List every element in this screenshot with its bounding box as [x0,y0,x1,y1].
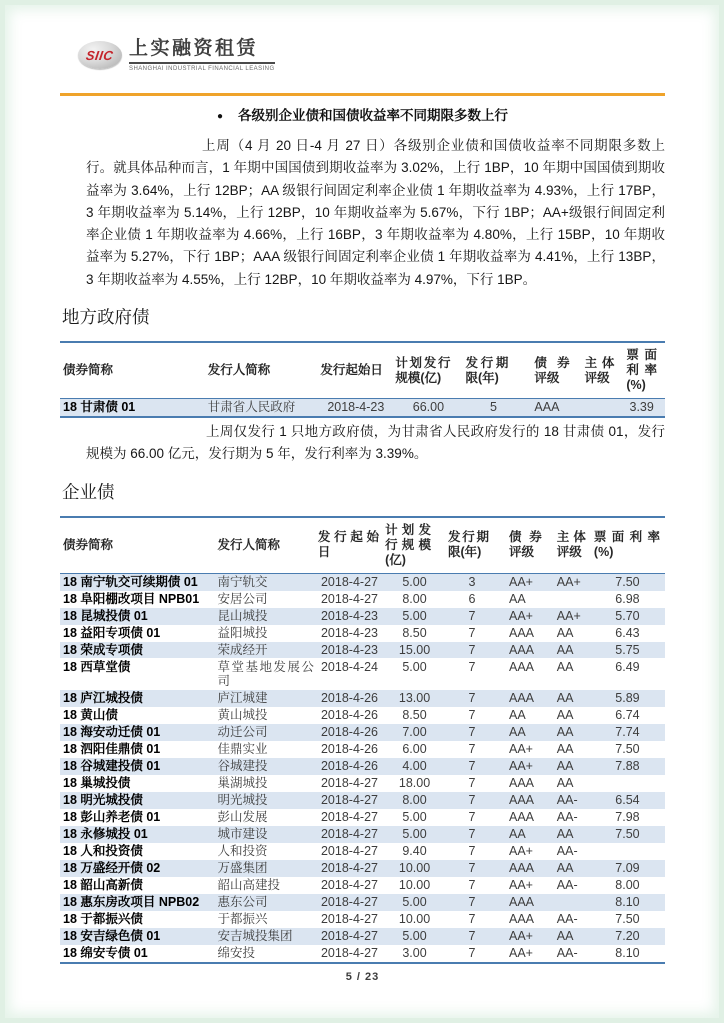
table-cell: 18 庐江城投债 [63,691,143,706]
table-cell: 7 [468,759,476,774]
table-cell: 佳鼎实业 [217,742,268,757]
table-cell: 7.74 [615,725,640,740]
table-cell: 7 [468,911,476,926]
table-row [60,690,665,707]
table-cell: 18 海安动迁债 01 [63,725,161,740]
table-cell: 6.49 [615,659,640,674]
table-cell [590,775,665,792]
table-row [60,399,665,417]
table-cell: AAA [508,625,534,640]
table-row [60,894,665,911]
table-cell: AA [556,691,574,706]
table-cell: 7 [468,776,476,791]
siic-logo-mark: SIIC [85,47,115,63]
column-header: 发行起始日 [320,363,383,378]
highlight-title: 各级别企业债和国债收益率不同期限多数上行 [238,108,509,123]
table-cell: 绵安投 [217,945,255,960]
table-cell: 5.00 [402,826,427,841]
table-cell: AA [508,708,526,723]
table-cell: 7.20 [615,928,640,943]
table-cell: 5.00 [402,574,427,589]
table-cell: 13.00 [398,691,431,706]
column-header: 发行期限(年) [465,355,509,385]
header-divider [60,93,665,96]
table-cell: 人和投资 [217,843,268,858]
table-cell: AA- [556,793,578,808]
table-cell: 5.75 [615,642,640,657]
table-cell: 甘肃省人民政府 [207,400,296,415]
table-cell: AA [556,826,574,841]
table-cell: 谷城建投 [217,759,268,774]
table-cell: AA- [556,945,578,960]
table-cell: AAA [534,400,560,415]
table-cell: 18 惠东房改项目 NPB02 [63,894,200,909]
table-cell: AA+ [508,759,533,774]
table-cell: 18 南宁轨交可续期债 01 [63,574,198,589]
table-cell: 8.00 [402,793,427,808]
table-cell: 18 明光城投债 [63,793,143,808]
column-header: 票面利率(%) [593,530,660,560]
column-header: 债券评级 [508,530,542,560]
table-cell: 7 [468,810,476,825]
table-cell: AA [556,708,574,723]
table-row [60,724,665,741]
corporate-bond-table [60,516,665,964]
table-cell: 益阳城投 [217,625,268,640]
table-cell: 6 [468,591,476,606]
table-cell: 7 [468,945,476,960]
table-cell: 9.40 [402,843,427,858]
table-cell: 5.00 [402,659,427,674]
table-cell: 7 [468,708,476,723]
table-cell: 2018-4-23 [327,400,385,415]
table-cell: 4.00 [402,759,427,774]
table-cell: 8.10 [615,945,640,960]
table-row [60,608,665,625]
table-cell: 2018-4-27 [320,810,378,825]
siic-oval-logo-icon [78,41,122,69]
table-cell: 动迁公司 [217,725,268,740]
table-cell: 2018-4-27 [320,877,378,892]
table-cell: 18 黄山债 [63,708,118,723]
table-cell: 7.50 [615,574,640,589]
table-cell: 城市建设 [217,826,268,841]
table-cell: 安吉城投集团 [217,928,293,943]
table-cell: 18 昆城投债 01 [63,608,148,623]
table-cell: 于都振兴 [217,911,268,926]
table-cell: 荣成经开 [217,642,268,657]
table-cell: AA+ [508,742,533,757]
section-title-local-gov: 地方政府债 [62,307,150,328]
table-cell: AA [556,860,574,875]
table-cell: 18 人和投资债 [63,843,143,858]
table-cell: AAA [508,776,534,791]
table-cell: AA- [556,810,578,825]
local-gov-bond-table [60,341,665,418]
table-cell: 6.74 [615,708,640,723]
table-cell: 安居公司 [217,591,268,606]
table-cell: 南宁轨交 [217,574,268,589]
table-cell: 2018-4-23 [320,608,378,623]
table-cell: 7.09 [615,860,640,875]
table-row [60,707,665,724]
table-row [60,809,665,826]
table-cell: 3 [468,574,476,589]
column-header: 计划发行规模(亿) [395,355,451,385]
table-cell: 2018-4-26 [320,691,378,706]
table-cell: 7.50 [615,911,640,926]
table-cell: 2018-4-27 [320,591,378,606]
table-cell: 2018-4-26 [320,725,378,740]
table-cell: 6.54 [615,793,640,808]
table-cell: AA+ [508,608,533,623]
table-cell: 2018-4-27 [320,928,378,943]
table-cell: AA [556,642,574,657]
table-row [60,877,665,894]
table-cell: 15.00 [398,642,431,657]
table-row [60,792,665,809]
table-cell: 18 泗阳佳鼎债 01 [63,742,161,757]
table-cell: 8.10 [615,894,640,909]
table-cell: 7.50 [615,742,640,757]
table-row [60,625,665,642]
table-cell: 18 西草堂债 [63,659,131,674]
table-cell: AA [556,759,574,774]
table-row [60,758,665,775]
table-cell: 18 阜阳棚改项目 NPB01 [63,591,200,606]
company-name-en: SHANGHAI INDUSTRIAL FINANCIAL LEASING [129,66,275,72]
table-cell: AA+ [508,843,533,858]
table-cell: 5.00 [402,810,427,825]
table-cell: 5.00 [402,928,427,943]
column-header: 发行人简称 [217,537,280,552]
table-cell: 7.00 [402,725,427,740]
table-row [60,843,665,860]
table-cell: 6.98 [615,591,640,606]
table-cell: 黄山城投 [217,708,268,723]
table-cell: 7 [468,659,476,674]
table-cell: 18 彭山养老债 01 [63,810,161,825]
table-cell: 7 [468,843,476,858]
table-cell: AA [556,659,574,674]
table-cell: 2018-4-27 [320,776,378,791]
table-cell: 7.88 [615,759,640,774]
table-cell: 5.00 [402,894,427,909]
table-header-row [60,342,665,399]
logo-text [129,38,275,72]
table-cell: 2018-4-27 [320,945,378,960]
table-row [60,945,665,963]
table-cell [590,843,665,860]
bullet-icon: ● [216,111,224,122]
table-cell: AA+ [508,574,533,589]
table-cell: AAA [508,793,534,808]
table-cell: 7 [468,742,476,757]
column-header: 发行期限(年) [447,530,489,560]
company-logo [78,38,665,84]
table-row [60,911,665,928]
column-header: 票面利率(%) [626,348,657,393]
table-cell: 7.98 [615,810,640,825]
table-cell: 10.00 [398,860,431,875]
table-cell: 2018-4-27 [320,826,378,841]
column-header: 主体评级 [556,530,586,560]
table-cell: 18 谷城建投债 01 [63,759,161,774]
table-header-row [60,517,665,574]
table-cell: AA+ [556,608,581,623]
table-cell: 7 [468,725,476,740]
table-cell: AA+ [556,574,581,589]
table-cell: 8.00 [402,591,427,606]
table-cell: 7 [468,642,476,657]
table-cell: 8.00 [615,877,640,892]
table-cell: 2018-4-27 [320,793,378,808]
table-cell: AA [508,725,526,740]
table-cell: 8.50 [402,625,427,640]
table-cell: 昆山城投 [217,608,268,623]
column-header: 主体评级 [584,355,615,385]
table-cell: 7 [468,608,476,623]
table-cell: 7 [468,826,476,841]
table-cell: 6.43 [615,625,640,640]
table-cell: 7 [468,860,476,875]
table-cell: 10.00 [398,911,431,926]
table-cell: 7 [468,793,476,808]
table-cell: AA [556,928,574,943]
table-cell [546,894,590,911]
table-cell: AA [556,742,574,757]
table-cell: 18 绵安专债 01 [63,945,148,960]
table-cell: AAA [508,810,534,825]
table-cell: 18 益阳专项债 01 [63,625,161,640]
table-cell: 5.00 [402,608,427,623]
table-row [60,860,665,877]
table-cell: 2018-4-23 [320,642,378,657]
table-cell: AAA [508,659,534,674]
table-cell: 18 韶山高新债 [63,877,143,892]
table-cell: 18.00 [398,776,431,791]
table-cell: 18 荣成专项债 [63,642,143,657]
table-cell: 18 巢城投债 [63,776,131,791]
table-cell: 5.70 [615,608,640,623]
table-cell: 2018-4-27 [320,894,378,909]
table-cell: 惠东公司 [217,894,268,909]
table-cell: 18 安吉绿色债 01 [63,928,161,943]
table-cell: AA [556,725,574,740]
table-row [60,741,665,758]
table-cell: 7 [468,877,476,892]
highlight-heading [60,107,665,126]
table-cell: 万盛集团 [217,860,268,875]
table-cell: 10.00 [398,877,431,892]
table-cell: AA+ [508,945,533,960]
table-cell: 2018-4-26 [320,759,378,774]
table-row [60,591,665,608]
table-cell [546,591,590,608]
table-cell: AA [508,591,526,606]
table-cell: 2018-4-27 [320,843,378,858]
table-cell: 2018-4-27 [320,911,378,926]
table-cell: 7 [468,691,476,706]
page-number: 5 / 23 [345,970,380,983]
table-row [60,642,665,659]
table-cell: AAA [508,860,534,875]
column-header: 债券简称 [63,363,114,378]
table-cell: 明光城投 [217,793,268,808]
table-cell: 2018-4-26 [320,742,378,757]
table-cell: AA+ [508,877,533,892]
intro-paragraph: 上周（4 月 20 日-4 月 27 日）各级别企业债和国债收益率不同期限多数上行。就具体品种而言，1 年期中国国债到期收益率为 3.02%，上行 1BP，10 年期中国国债到期收益率为 3.64%，上行 12BP；AA 级银行间固定利率企业债 1 年期收益率为 4.93%，上行 17BP，3 年期收益率为 5.14%，上行 12BP，10 年期收益率为 5.67%，下行 1BP；AA+级银行间固定利率企业债 1 年期收益率为 4.66%，上行 16BP，3 年期收益率为 4.80%，上行 15BP，10 年期收益率为 5.27%，下行 1BP；AAA 级银行间固定利率企业债 1 年期收益率为 4.41%，上行 13BP，3 年期收益率为 4.55%，上行 12BP，10 年期收益率为 4.97%，下行 1BP。 [86,138,665,287]
table-cell: AA+ [508,928,533,943]
table-cell: 18 永修城投 01 [63,826,148,841]
table-row [60,775,665,792]
table-cell: 草堂基地发展公司 [217,659,314,689]
table-row [60,826,665,843]
table-cell: 8.50 [402,708,427,723]
table-cell: 66.00 [412,400,445,415]
table-cell: 2018-4-23 [320,625,378,640]
local-gov-note: 上周仅发行 1 只地方政府债，为甘肃省人民政府发行的 18 甘肃债 01，发行规模为 66.00 亿元，发行期为 5 年，发行利率为 3.39%。 [86,424,665,462]
column-header: 发行人简称 [207,363,271,378]
table-row [60,573,665,590]
table-cell: AA [556,625,574,640]
table-cell: AA- [556,877,578,892]
company-name-cn: 上实融资租赁 [129,38,275,64]
table-cell: 18 甘肃债 01 [63,400,136,415]
table-cell: 2018-4-27 [320,860,378,875]
table-cell: AAA [508,691,534,706]
table-cell: AAA [508,642,534,657]
table-cell [574,399,619,417]
table-cell: 韶山高建投 [217,877,280,892]
table-cell: AA [556,776,574,791]
table-cell: 18 于都振兴债 [63,911,143,926]
table-cell: AAA [508,911,534,926]
column-header: 债券评级 [534,355,570,385]
table-cell: 6.00 [402,742,427,757]
table-cell: 7 [468,928,476,943]
table-cell: 2018-4-26 [320,708,378,723]
table-cell: 5 [489,400,497,415]
column-header: 计划发行规模(亿) [385,522,431,567]
table-row [60,928,665,945]
table-cell: 2018-4-24 [320,659,378,674]
table-cell: 7.50 [615,826,640,841]
table-cell: 7 [468,894,476,909]
column-header: 债券简称 [63,537,114,552]
table-cell: 巢湖城投 [217,776,268,791]
table-cell: 庐江城建 [217,691,268,706]
table-cell: 2018-4-27 [320,574,378,589]
table-cell: AA [508,826,526,841]
table-row [60,658,665,690]
table-cell: 彭山发展 [217,810,268,825]
table-cell: 3.39 [629,400,654,415]
table-cell: AAA [508,894,534,909]
table-cell: AA- [556,911,578,926]
table-cell: 7 [468,625,476,640]
table-cell: AA- [556,843,578,858]
column-header: 发行起始日 [317,530,380,560]
section-title-corporate: 企业债 [62,481,115,502]
table-cell: 18 万盛经开债 02 [63,860,161,875]
table-cell: 5.89 [615,691,640,706]
table-cell: 3.00 [402,945,427,960]
